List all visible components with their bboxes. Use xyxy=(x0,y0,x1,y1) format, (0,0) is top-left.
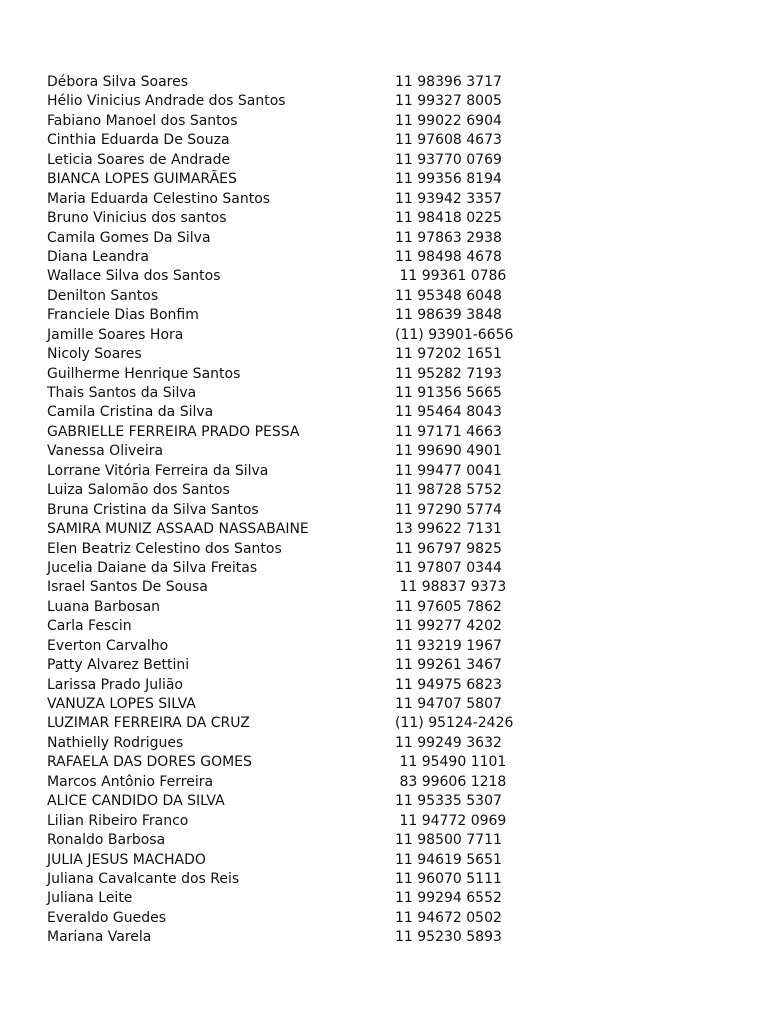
contact-phone: 11 94619 5651 xyxy=(395,851,502,868)
contact-row xyxy=(47,248,727,267)
contact-name: LUZIMAR FERREIRA DA CRUZ xyxy=(47,715,250,732)
contact-name: Patty Alvarez Bettini xyxy=(47,657,190,674)
contact-phone: 11 95335 5307 xyxy=(395,793,502,810)
contact-row xyxy=(47,209,727,228)
contact-phone: 11 95490 1101 xyxy=(395,754,507,771)
contact-name: Franciele Dias Bonfim xyxy=(47,307,199,324)
contact-phone: 11 91356 5665 xyxy=(395,385,502,401)
contact-row xyxy=(47,306,727,325)
contact-row xyxy=(47,442,727,461)
contact-name: Marcos Antônio Ferreira xyxy=(47,773,214,790)
contact-row xyxy=(47,287,727,306)
contact-name: Hélio Vinicius Andrade dos Santos xyxy=(47,93,286,110)
contact-row xyxy=(47,520,727,539)
contact-phone: 11 98639 3848 xyxy=(395,307,502,324)
contact-row xyxy=(47,151,727,170)
contact-name: SAMIRA MUNIZ ASSAAD NASSABAINE xyxy=(47,521,309,538)
contact-phone: 83 99606 1218 xyxy=(395,773,507,790)
contact-name: Camila Gomes Da Silva xyxy=(47,229,211,246)
contact-row xyxy=(47,831,727,850)
contact-phone: 11 98500 7711 xyxy=(395,832,502,849)
contact-name: Wallace Silva dos Santos xyxy=(47,268,221,285)
contact-row xyxy=(47,384,727,403)
contact-phone: 11 95282 7193 xyxy=(395,365,502,382)
contact-row xyxy=(47,73,727,92)
contact-list xyxy=(47,73,727,948)
contact-row xyxy=(47,481,727,500)
contact-name: Ronaldo Barbosa xyxy=(47,832,166,849)
contact-name: Cinthia Eduarda De Souza xyxy=(47,132,230,149)
contact-phone: 11 95230 5893 xyxy=(395,929,502,946)
contact-phone: 11 94672 0502 xyxy=(395,909,502,926)
contact-phone: 11 97171 4663 xyxy=(395,423,502,440)
contact-name: VANUZA LOPES SILVA xyxy=(47,696,196,712)
contact-phone: 11 97863 2938 xyxy=(395,229,502,246)
contact-name: Lilian Ribeiro Franco xyxy=(47,812,189,829)
contact-row xyxy=(47,462,727,481)
contact-name: GABRIELLE FERREIRA PRADO PESSA xyxy=(47,423,300,440)
contact-phone: 11 93942 3357 xyxy=(395,190,502,207)
contact-phone: 11 98418 0225 xyxy=(395,210,502,227)
contact-name: ALICE CANDIDO DA SILVA xyxy=(47,793,225,810)
contact-phone: 11 98396 3717 xyxy=(395,74,502,90)
contact-name: Luana Barbosan xyxy=(47,598,161,615)
contact-phone: 11 99327 8005 xyxy=(395,93,502,110)
contact-phone: 11 97290 5774 xyxy=(395,501,502,518)
contact-row xyxy=(47,598,727,617)
contact-row xyxy=(47,734,727,753)
contact-row xyxy=(47,851,727,870)
contact-phone: 11 93219 1967 xyxy=(395,637,502,654)
contact-phone: 11 95348 6048 xyxy=(395,287,502,304)
contact-name: Maria Eduarda Celestino Santos xyxy=(47,190,271,207)
contact-row xyxy=(47,540,727,559)
contact-phone: 11 94772 0969 xyxy=(395,812,507,829)
contact-row xyxy=(47,326,727,345)
contact-name: Jucelia Daiane da Silva Freitas xyxy=(47,559,258,576)
contact-row xyxy=(47,559,727,578)
contact-row xyxy=(47,656,727,675)
contact-name: Everaldo Guedes xyxy=(47,909,166,926)
contact-phone: 11 99022 6904 xyxy=(395,112,502,129)
contact-name: Diana Leandra xyxy=(47,248,149,265)
contact-phone: 11 97202 1651 xyxy=(395,346,502,363)
contact-row xyxy=(47,889,727,908)
contact-phone: 11 98728 5752 xyxy=(395,482,502,499)
contact-row xyxy=(47,267,727,286)
contact-phone: 11 93770 0769 xyxy=(395,151,502,168)
contact-name: Luiza Salomão dos Santos xyxy=(47,482,230,499)
contact-phone: 11 99261 3467 xyxy=(395,657,502,674)
contact-name: Guilherme Henrique Santos xyxy=(47,365,241,382)
contact-name: Denilton Santos xyxy=(47,287,159,304)
contact-name: Juliana Leite xyxy=(47,890,133,907)
contact-phone: 11 97608 4673 xyxy=(395,132,502,149)
contact-row xyxy=(47,365,727,384)
contact-name: BIANCA LOPES GUIMARÃES xyxy=(47,171,237,188)
contact-phone: 11 97605 7862 xyxy=(395,598,502,615)
contact-phone: 11 97807 0344 xyxy=(395,559,502,576)
contact-phone: 11 99690 4901 xyxy=(395,443,502,460)
contact-phone: 11 99249 3632 xyxy=(395,734,502,751)
contact-phone: 11 94707 5807 xyxy=(395,696,502,712)
contact-phone: (11) 93901-6656 xyxy=(395,326,514,343)
contact-row xyxy=(47,578,727,597)
contact-row xyxy=(47,170,727,189)
contact-row xyxy=(47,714,727,733)
contact-name: Larissa Prado Julião xyxy=(47,676,184,693)
contact-row xyxy=(47,812,727,831)
contact-row xyxy=(47,753,727,772)
contact-row xyxy=(47,112,727,131)
contact-name: Bruno Vinicius dos santos xyxy=(47,210,227,227)
contact-name: Débora Silva Soares xyxy=(47,74,188,90)
contact-row xyxy=(47,229,727,248)
contact-phone: 11 99277 4202 xyxy=(395,618,502,635)
contact-phone: 11 99294 6552 xyxy=(395,890,502,907)
contact-row xyxy=(47,403,727,422)
contact-name: JULIA JESUS MACHADO xyxy=(47,851,206,868)
contact-phone: 11 95464 8043 xyxy=(395,404,502,421)
contact-row xyxy=(47,909,727,928)
contact-row xyxy=(47,870,727,889)
contact-phone: 11 99477 0041 xyxy=(395,462,502,479)
contact-name: Camila Cristina da Silva xyxy=(47,404,214,421)
contact-row xyxy=(47,501,727,520)
contact-name: Jamille Soares Hora xyxy=(47,326,184,343)
contact-row xyxy=(47,617,727,636)
contact-phone: 11 98837 9373 xyxy=(395,579,507,596)
contact-row xyxy=(47,792,727,811)
contact-phone: 11 96797 9825 xyxy=(395,540,502,557)
contact-name: Israel Santos De Sousa xyxy=(47,579,208,596)
contact-name: Lorrane Vitória Ferreira da Silva xyxy=(47,462,269,479)
contact-row xyxy=(47,695,727,714)
contact-name: Vanessa Oliveira xyxy=(47,443,164,460)
contact-row xyxy=(47,131,727,150)
contact-row xyxy=(47,345,727,364)
contact-row xyxy=(47,928,727,947)
contact-row xyxy=(47,637,727,656)
contact-row xyxy=(47,773,727,792)
contact-row xyxy=(47,92,727,111)
contact-phone: 13 99622 7131 xyxy=(395,521,502,538)
contact-phone: 11 99361 0786 xyxy=(395,268,507,285)
contact-name: Nicoly Soares xyxy=(47,346,142,363)
contact-phone: 11 96070 5111 xyxy=(395,870,502,887)
contact-name: Elen Beatriz Celestino dos Santos xyxy=(47,540,282,557)
contact-name: Juliana Cavalcante dos Reis xyxy=(47,870,240,887)
contact-name: Thais Santos da Silva xyxy=(47,385,197,401)
contact-phone: 11 98498 4678 xyxy=(395,248,502,265)
contact-name: Mariana Varela xyxy=(47,929,152,946)
contact-name: Nathielly Rodrigues xyxy=(47,734,184,751)
contact-phone: 11 94975 6823 xyxy=(395,676,502,693)
contact-name: Leticia Soares de Andrade xyxy=(47,151,231,168)
contact-name: Everton Carvalho xyxy=(47,637,169,654)
contact-name: RAFAELA DAS DORES GOMES xyxy=(47,754,252,771)
contact-phone: 11 99356 8194 xyxy=(395,171,502,188)
contact-row xyxy=(47,423,727,442)
contact-row xyxy=(47,190,727,209)
contact-phone: (11) 95124-2426 xyxy=(395,715,514,732)
contact-name: Carla Fescin xyxy=(47,618,132,635)
contact-name: Bruna Cristina da Silva Santos xyxy=(47,501,259,518)
contact-row xyxy=(47,676,727,695)
contact-name: Fabiano Manoel dos Santos xyxy=(47,112,238,129)
